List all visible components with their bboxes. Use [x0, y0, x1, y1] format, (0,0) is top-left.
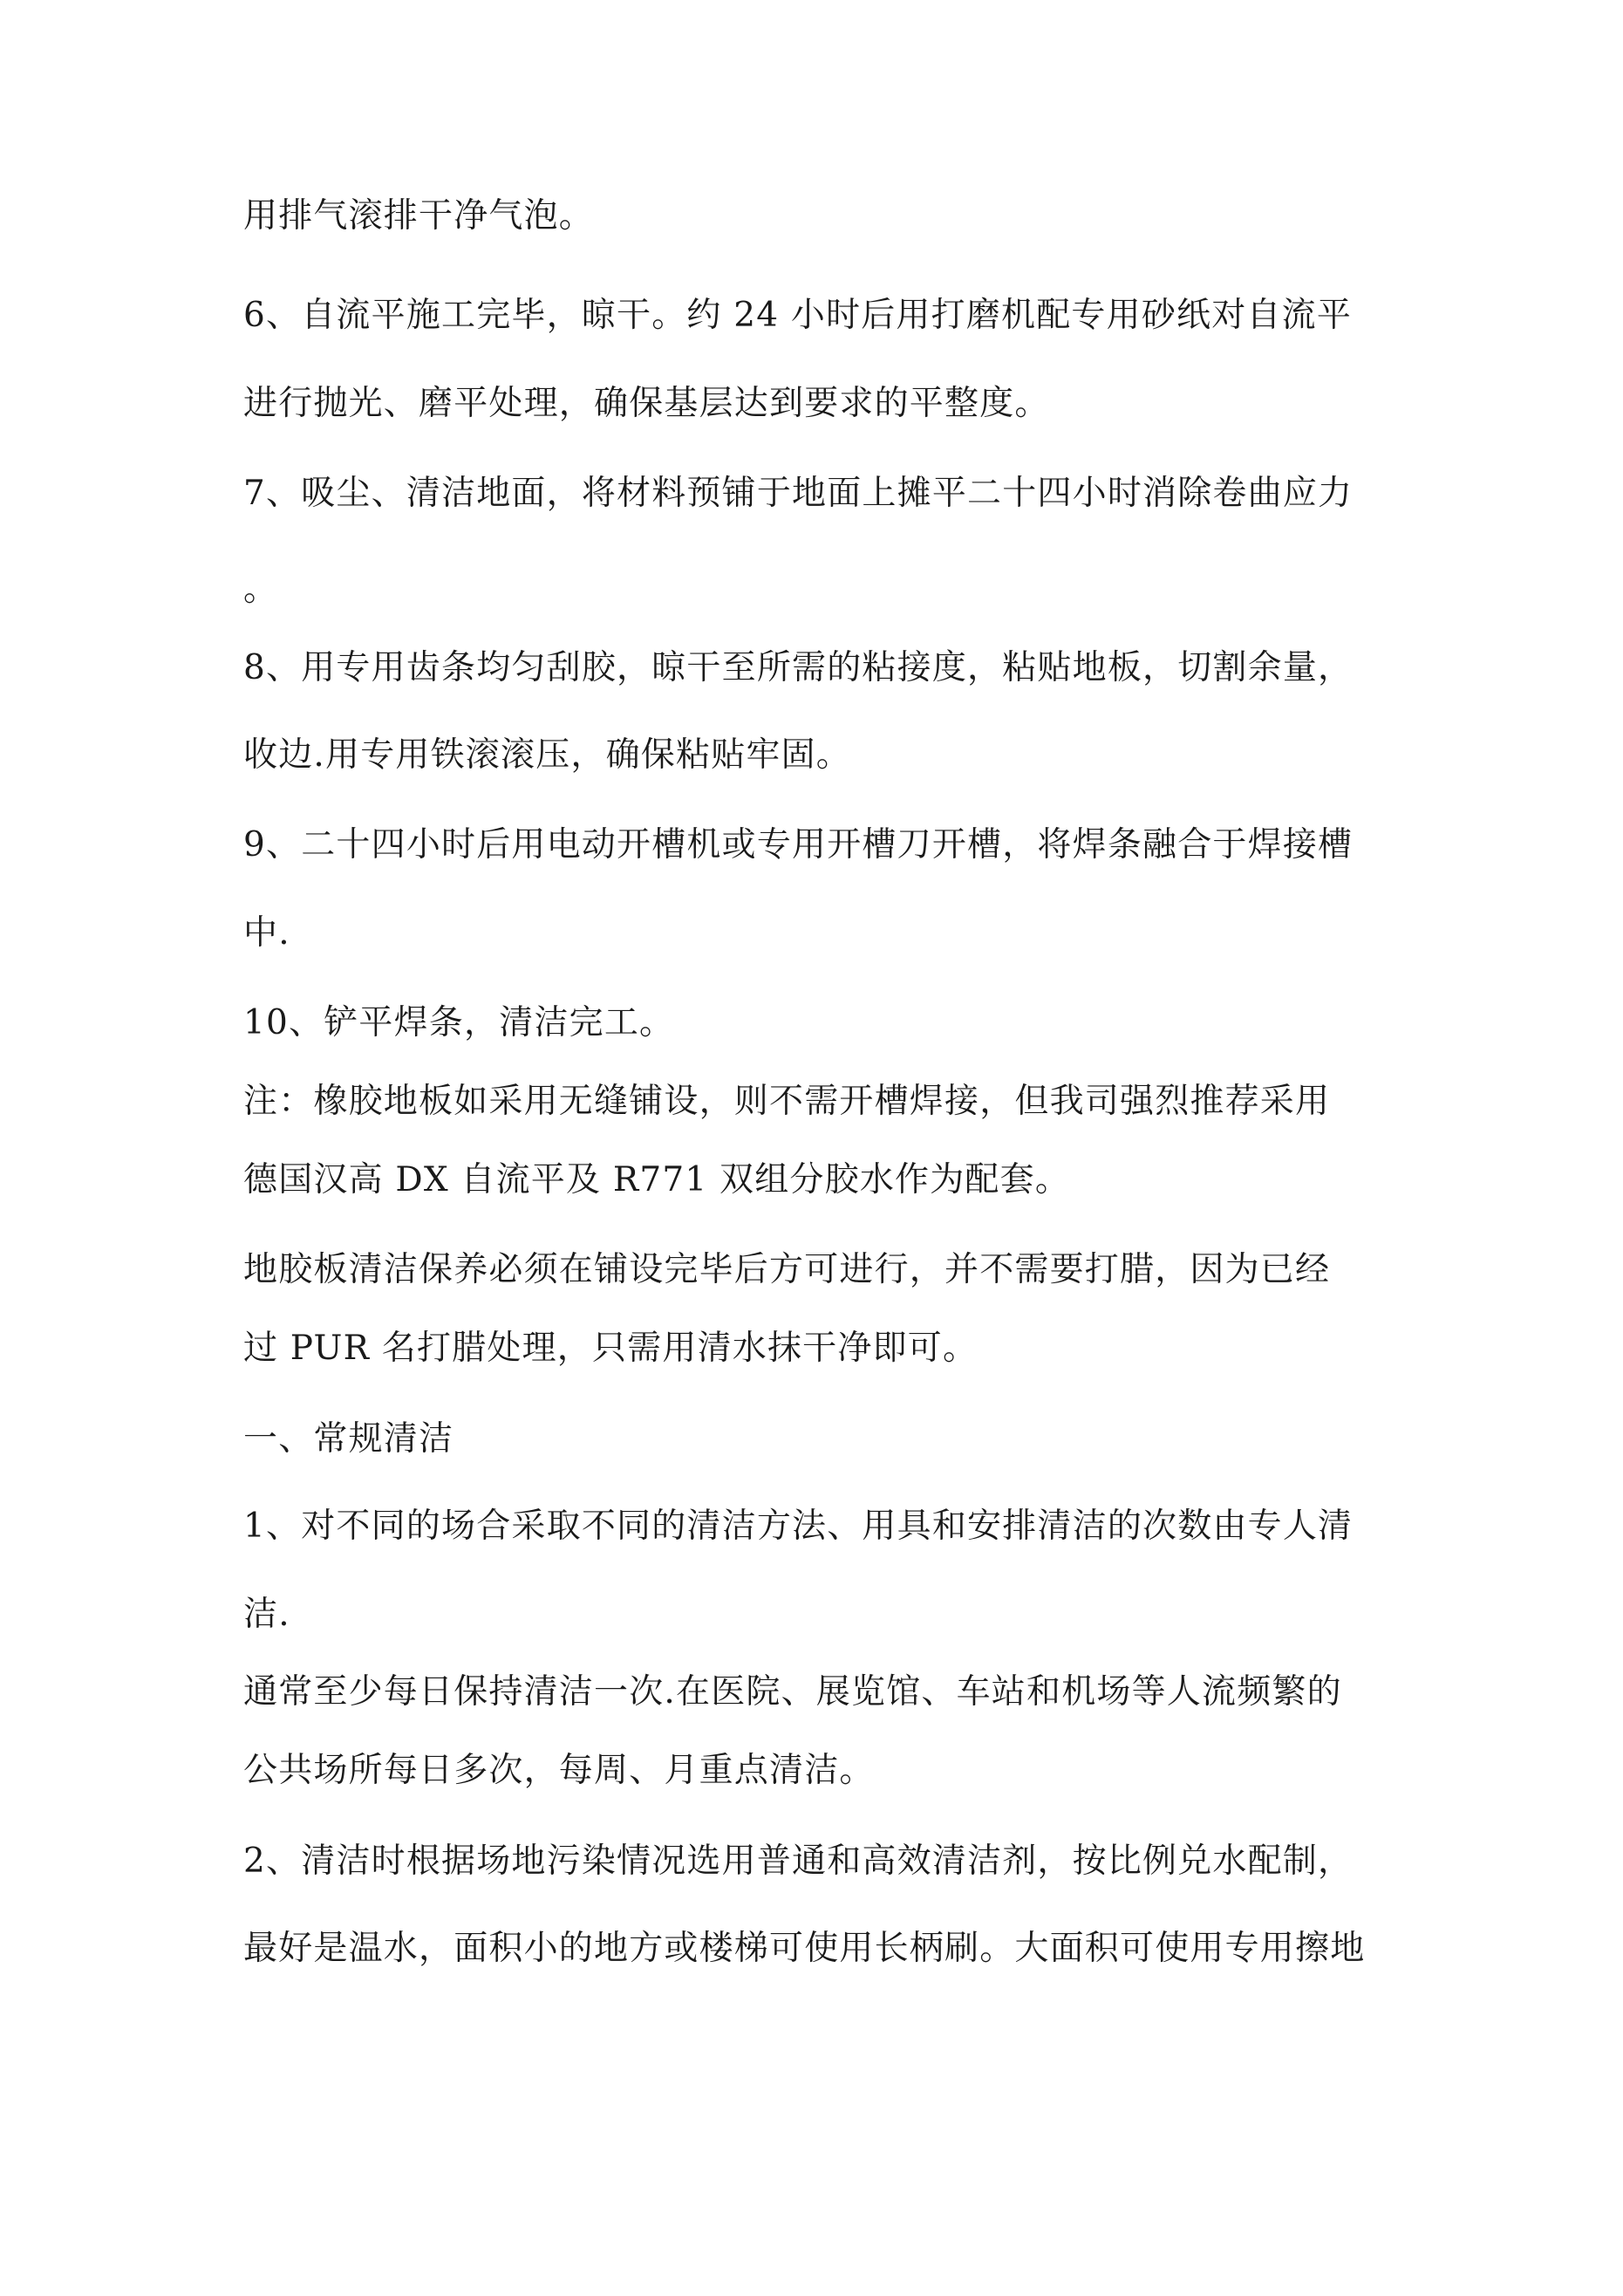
text-line: 中.	[243, 913, 290, 953]
text-line: 9、二十四小时后用电动开槽机或专用开槽刀开槽，将焊条融合于焊接槽	[243, 825, 1354, 864]
text-line: 2、清洁时根据场地污染情况选用普通和高效清洁剂，按比例兑水配制，	[243, 1842, 1354, 1881]
text-line: 过 PUR 名打腊处理，只需用清水抹干净即可。	[243, 1329, 979, 1368]
text-line: 。	[243, 570, 279, 609]
text-line: 6、自流平施工完毕，晾干。约 24 小时后用打磨机配专用砂纸对自流平	[243, 296, 1353, 335]
text-line: 洁.	[243, 1595, 290, 1634]
text-line: 7、吸尘、清洁地面，将材料预铺于地面上摊平二十四小时消除卷曲应力	[243, 474, 1354, 513]
text-line: 10、铲平焊条，清洁完工。	[243, 1003, 675, 1042]
text-line: 1、对不同的场合采取不同的清洁方法、用具和安排清洁的次数由专人清	[243, 1507, 1354, 1546]
text-line: 8、用专用齿条均匀刮胶，晾干至所需的粘接度，粘贴地板，切割余量，	[243, 648, 1354, 687]
text-line: 通常至少每日保持清洁一次.在医院、展览馆、车站和机场等人流频繁的	[243, 1672, 1342, 1712]
text-line: 公共场所每日多次，每周、月重点清洁。	[243, 1751, 875, 1790]
text-line: 地胶板清洁保养必须在铺设完毕后方可进行，并不需要打腊，因为已经	[243, 1250, 1331, 1289]
text-line: 收边.用专用铁滚滚压，确保粘贴牢固。	[243, 735, 851, 775]
text-line: 用排气滚排干净气泡。	[243, 196, 595, 236]
text-line: 进行抛光、磨平处理，确保基层达到要求的平整度。	[243, 384, 1050, 423]
text-line: 德国汉高 DX 自流平及 R771 双组分胶水作为配套。	[243, 1160, 1071, 1199]
text-line: 注：橡胶地板如采用无缝铺设，则不需开槽焊接，但我司强烈推荐采用	[243, 1082, 1331, 1121]
text-line: 一、常规清洁	[243, 1419, 454, 1459]
text-line: 最好是温水，面积小的地方或楼梯可使用长柄刷。大面积可使用专用擦地	[243, 1929, 1366, 1968]
